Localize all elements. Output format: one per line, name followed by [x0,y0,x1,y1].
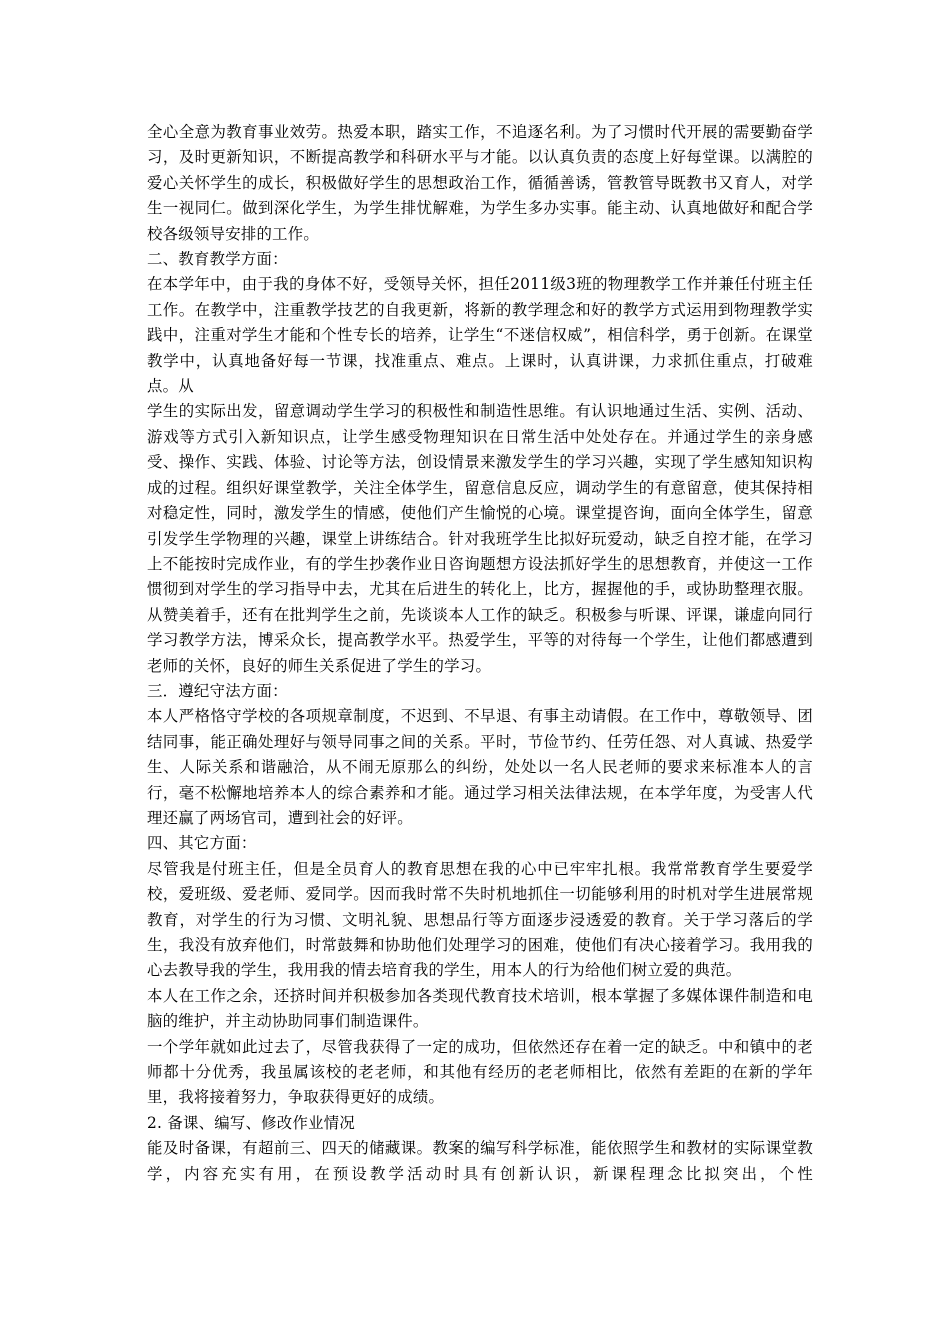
paragraph-teaching-intro: 在本学年中，由于我的身体不好，受领导关怀，担任2011级3班的物理教学工作并兼任付班主任工作。在教学中，注重教学技艺的自我更新，将新的教学理念和好的教学方式运用到物理教学实践中，注重对学生才能和个性专长的培养，让学生“不迷信权威”，相信科学，勇于创新。在课堂教学中，认真地备好每一节课，找准重点、难点。上课时，认真讲课，力求抓住重点，打破难点。从 [147,275,813,396]
paragraph-lesson-prep: 能及时备课，有超前三、四天的储藏课。教案的编写科学标准，能依照学生和教材的实际课堂教学，内容充实有用，在预设教学活动时具有创新认识，新课程理念比拟突出，个性 [147,1139,813,1183]
paragraph-duty: 全心全意为教育事业效劳。热爱本职，踏实工作，不追逐名利。为了习惯时代开展的需要勤奋学习，及时更新知识，不断提高教学和科研水平与才能。以认真负责的态度上好每堂课。以满腔的爱心关怀学生的成长，积极做好学生的思想政治工作，循循善诱，管教管导既教书又育人，对学生一视同仁。做到深化学生，为学生排忧解难，为学生多办实事。能主动、认真地做好和配合学校各级领导安排的工作。 [147,123,813,243]
paragraph-summary: 一个学年就如此过去了，尽管我获得了一定的成功，但依然还存在着一定的缺乏。中和镇中的老师都十分优秀，我虽属该校的老老师，和其他有经历的老老师相比，依然有差距的在新的学年里，我将接着努力，争取获得更好的成绩。 [147,1037,813,1107]
paragraph-other-training: 本人在工作之余，还挤时间并积极参加各类现代教育技术培训，根本掌握了多媒体课件制造和电脑的维护，并主动协助同事们制造课件。 [147,986,813,1031]
paragraph-teaching-detail: 学生的实际出发，留意调动学生学习的积极性和制造性思维。有认识地通过生活、实例、活动、游戏等方式引入新知识点，让学生感受物理知识在日常生活中处处存在。并通过学生的亲身感受、操作、实践、体验、讨论等方法，创设情景来激发学生的学习兴趣，实现了学生感知知识构成的过程。组织好课堂教学，关注全体学生，留意信息反应，调动学生的有意留意，使其保持相对稳定性，同时，激发学生的情感，使他们产生愉悦的心境。课堂提咨询，面向全体学生，留意引发学生学物理的兴趣，课堂上讲练结合。针对我班学生比拟好玩爱动，缺乏自控才能，在学习上不能按时完成作业，有的学生抄袭作业日咨询题想方设法抓好学生的思想教育，并使这一工作惯彻到对学生的学习指导中去，尤其在后进生的转化上，比方，握握他的手，或协助整理衣服。从赞美着手，还有在批判学生之前，先谈谈本人工作的缺乏。积极参与听课、评课，谦虚向同行学习教学方法，博采众长，提高教学水平。热爱学生，平等的对待每一个学生，让他们都感遭到老师的关怀，良好的师生关系促进了学生的学习。 [147,402,813,675]
paragraph-other-class: 尽管我是付班主任，但是全员育人的教育思想在我的心中已牢牢扎根。我常常教育学生要爱学校，爱班级、爱老师、爱同学。因而我时常不失时机地抓住一切能够利用的时机对学生进展常规教育，对学生的行为习惯、文明礼貌、思想品行等方面逐步浸透爱的教育。关于学习落后的学生，我没有放弃他们，时常鼓舞和协助他们处理学习的困难，使他们有决心接着学习。我用我的心去教导我的学生，我用我的情去培育我的学生，用本人的行为给他们树立爱的典范。 [147,859,813,980]
heading-discipline: 三．遵纪守法方面： [147,681,288,700]
document-body [147,120,813,1187]
heading-other: 四、其它方面： [147,834,257,853]
heading-teaching: 二、教育教学方面： [147,250,288,269]
paragraph-discipline: 本人严格恪守学校的各项规章制度，不迟到、不早退、有事主动请假。在工作中，尊敬领导、团结同事，能正确处理好与领导同事之间的关系。平时，节俭节约、任劳任怨、对人真诚、热爱学生、人际关系和谐融洽，从不闹无原那么的纠纷，处处以一名人民老师的要求来标准本人的言行，毫不松懈地培养本人的综合素养和才能。通过学习相关法律法规，在本学年度，为受害人代理还赢了两场官司，遭到社会的好评。 [147,707,813,827]
heading-lesson-prep: 2. 备课、编写、修改作业情况 [147,1113,356,1132]
